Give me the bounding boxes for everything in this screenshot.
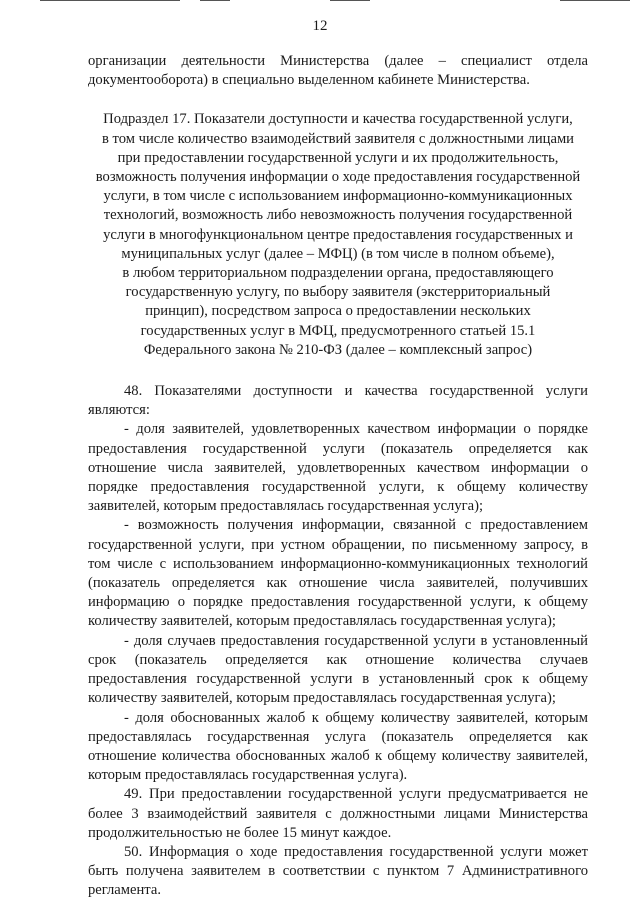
document-body (88, 52, 588, 901)
heading-line: принцип), посредством запроса о предоставлении нескольких (145, 303, 531, 320)
subsection-heading (88, 110, 588, 360)
list-item: - доля случаев предоставления государственной услуги в установленный срок (показатель определяется как отношение количества случаев предоставления государственной услуги в установленный срок к общему количеству заявителей, которым предоставлялась государственная услуга); (88, 632, 588, 707)
heading-line: государственных услуг в МФЦ, предусмотренного статьей 15.1 (140, 322, 536, 339)
intro-paragraph: организации деятельности Министерства (далее – специалист отдела документооборота) в специально выделенном кабинете Министерства. (88, 53, 588, 89)
heading-line: услуги, в том числе с использованием информационно-коммуникационных (103, 188, 573, 205)
list-item: - доля заявителей, удовлетворенных качеством информации о порядке предоставления государственной услуги (показатель определяется как отношение числа заявителей, удовлетворенных качеством информации о порядке предоставления государственной услуги, к общему количеству заявителей, которым предоставлялась государственная услуга); (88, 421, 588, 515)
heading-line: в любом территориальном подразделении органа, предоставляющего (122, 265, 554, 282)
page-number: 12 (312, 18, 328, 34)
heading-line: Федерального закона № 210-ФЗ (далее – комплексный запрос) (143, 341, 533, 358)
list-item: - возможность получения информации, связанной с предоставлением государственной услуги, при устном обращении, по письменному запросу, в том числе с использованием информационно-коммуникационных технологий (показатель определяется как отношение числа заявителей, получивших информацию о порядке предоставления государственной услуги, к общему количеству заявителей, которым предоставлялась государственная услуга); (88, 517, 588, 630)
heading-line: Подраздел 17. Показатели доступности и качества государственной услуги, (103, 111, 573, 128)
heading-line: технологий, возможность либо невозможность получения государственной (103, 207, 573, 224)
paragraph-49: 49. При предоставлении государственной услуги предусматривается не более 3 взаимодействий заявителя с должностными лицами Министерства продолжительностью не более 15 минут каждое. (88, 786, 588, 841)
scan-top-edge (0, 0, 640, 4)
paragraph-50: 50. Информация о ходе предоставления государственной услуги может быть получена заявителем в соответствии с пунктом 7 Административного регламента. (88, 843, 588, 899)
heading-line: возможность получения информации о ходе предоставления государственной (95, 169, 581, 186)
paragraph-48: 48. Показателями доступности и качества государственной услуги являются: (88, 383, 588, 419)
heading-line: услуги в многофункциональном центре предоставления государственных и (103, 226, 573, 243)
heading-line: в том числе количество взаимодействий заявителя с должностными лицами (102, 130, 574, 147)
list-item: - доля обоснованных жалоб к общему количеству заявителей, которым предоставлялась государственная услуга (показатель определяется как отношение количества обоснованных жалоб к общему количеству заявителей, которым предоставлялась государственная услуга). (88, 709, 588, 784)
heading-line: муниципальных услуг (далее – МФЦ) (в том числе в полном объеме), (121, 245, 555, 262)
heading-line: государственную услугу, по выбору заявителя (экстерриториальный (125, 284, 551, 301)
heading-line: при предоставлении государственной услуги и их продолжительность, (117, 149, 559, 166)
